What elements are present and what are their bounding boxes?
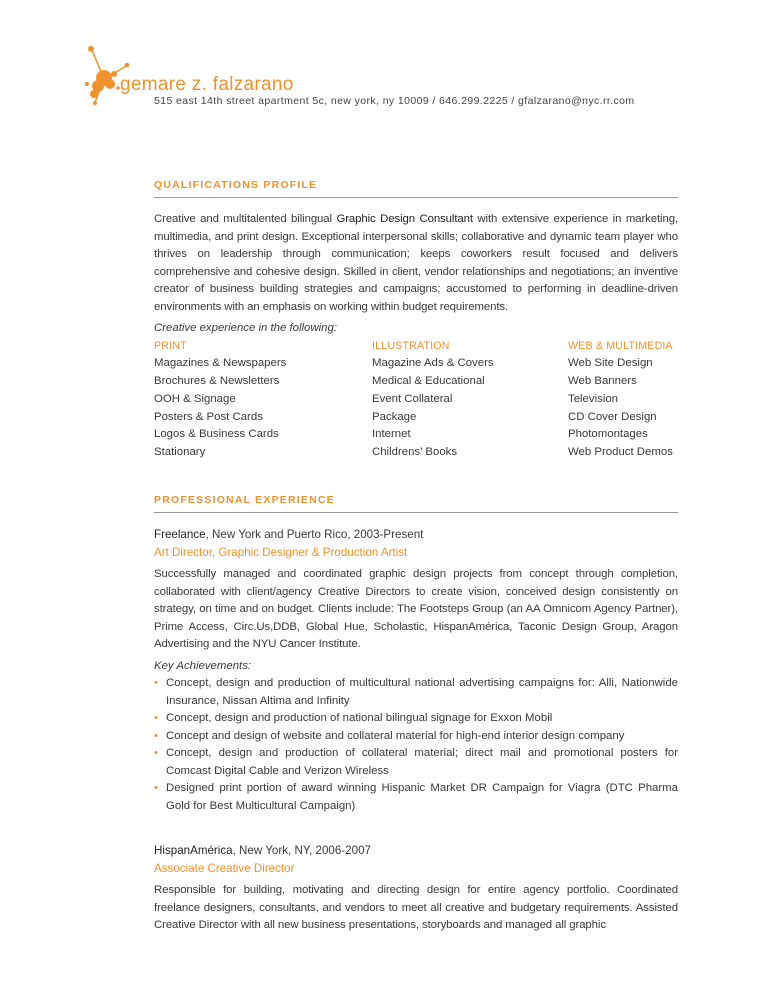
key-achievements-label: Key Achievements: [154,659,252,672]
column-heading: ILLUSTRATION [372,339,450,352]
creative-experience-label: Creative experience in the following: [154,322,337,334]
qualifications-body [154,211,678,458]
list-item: Logos & Business Cards [154,428,279,441]
list-item: Television [568,392,619,405]
list-item: Event Collateral [372,392,453,405]
job-hispanamerica [154,842,678,935]
job-freelance [154,526,678,815]
achievement-text: Concept, design and production of national bilingual signage for Exxon Mobil [166,712,553,724]
list-item: Magazines & Newspapers [154,357,287,370]
list-item: Web Site Design [568,357,653,370]
column-heading: PRINT [154,339,187,352]
job-title: Art Director, Graphic Designer & Production Artist [154,546,408,559]
list-item: Medical & Educational [372,375,485,388]
list-item: Web Banners [568,375,637,388]
bullet-icon: • [154,782,158,794]
profile-paragraph [154,211,678,316]
company-name: HispanAmérica [154,844,233,857]
list-item [154,675,678,710]
section-heading-experience: PROFESSIONAL EXPERIENCE [154,494,678,513]
skills-column-print [154,338,286,463]
achievement-text: Concept and design of website and collateral material for high-end interior design company [166,729,625,742]
job-company-line [154,526,678,544]
job-title: Associate Creative Director [154,862,295,875]
list-item: Magazine Ads & Covers [372,357,494,370]
contact-line: 515 east 14th street apartment 5c, new york, ny 10009 / 646.299.2225 / gfalzarano@nyc.rr.com [154,95,635,107]
profile-text-rest: with extensive experience in marketing, multimedia, and print design. Exceptional interpersonal skills; collaborative and dynamic team player who thrives on leadership through communication; keeps coworkers result focused and delivers comprehensive and cohesive design. Skilled in client, vendor relationships and negotiations; an inventive creator of business building strategies and campaigns; accustomed to performing in deadline-driven environments with an emphasis on working within budget requirements. [154,213,678,313]
list-item: Photomontages [568,428,648,441]
achievements-list [154,675,678,815]
list-item: OOH & Signage [154,392,236,405]
achievement-text: Concept, design and production of collateral material; direct mail and promotional posters for Comcast Digital Cable and Verizon Wireless [166,747,678,777]
skills-column-illustration [372,338,494,463]
achievement-text: Concept, design and production of multicultural national advertising campaigns for: Alli, Nationwide Insurance, Nissan Altima and Infinity [166,677,678,707]
experience-section [154,494,678,513]
bullet-icon: • [154,677,158,689]
list-item: Posters & Post Cards [154,410,263,423]
company-meta: , New York and Puerto Rico, 2003-Present [205,528,424,541]
profile-role: Graphic Design Consultant [336,213,473,225]
candidate-name: gemare z. falzarano [120,74,294,95]
list-item: CD Cover Design [568,410,657,423]
job-company-line [154,842,678,860]
skills-grid [154,338,678,458]
section-heading-qualifications: QUALIFICATIONS PROFILE [154,179,678,198]
list-item [154,728,678,746]
list-item: Childrens’ Books [372,446,458,459]
list-item: Stationary [154,446,206,459]
list-item [154,745,678,780]
list-item: Brochures & Newsletters [154,375,280,388]
company-meta: , New York, NY, 2006-2007 [232,844,371,857]
list-item: Package [372,410,417,423]
list-item [154,710,678,728]
job-description: Responsible for building, motivating and directing design for entire agency portfolio. Coordinated freelance designers, consultants, and vendors to meet all creative and budgetary requirements. Assisted Creative Director with all new business presentations, storyboards and managed all graphic [154,884,678,931]
list-item: Internet [372,428,411,441]
skills-column-web [568,338,673,463]
profile-text-lead: Creative and multitalented bilingual [154,213,337,225]
bullet-icon: • [154,747,158,759]
column-heading: WEB & MULTIMEDIA [568,339,673,352]
achievement-text: Designed print portion of award winning Hispanic Market DR Campaign for Viagra (DTC Pharma Gold for Best Multicultural Campaign) [166,782,678,812]
list-item [154,780,678,815]
bullet-icon: • [154,729,158,742]
job-description: Successfully managed and coordinated graphic design projects from concept through completion, collaborated with client/agency Creative Directors to create vision, conceived design consistently on strategy, on time and on budget. Clients include: The Footsteps Group (an AA Omnicom Agency Partner), Prime Access, Circ.Us,DDB, Global Hue, Scholastic, HispanAmérica, Taconic Design Group, Aragon Advertising and the NYU Cancer Institute. [154,568,678,650]
bullet-icon: • [154,712,158,724]
list-item: Web Product Demos [568,446,673,459]
company-name: Freelance [154,528,206,541]
qualifications-section [154,179,678,198]
